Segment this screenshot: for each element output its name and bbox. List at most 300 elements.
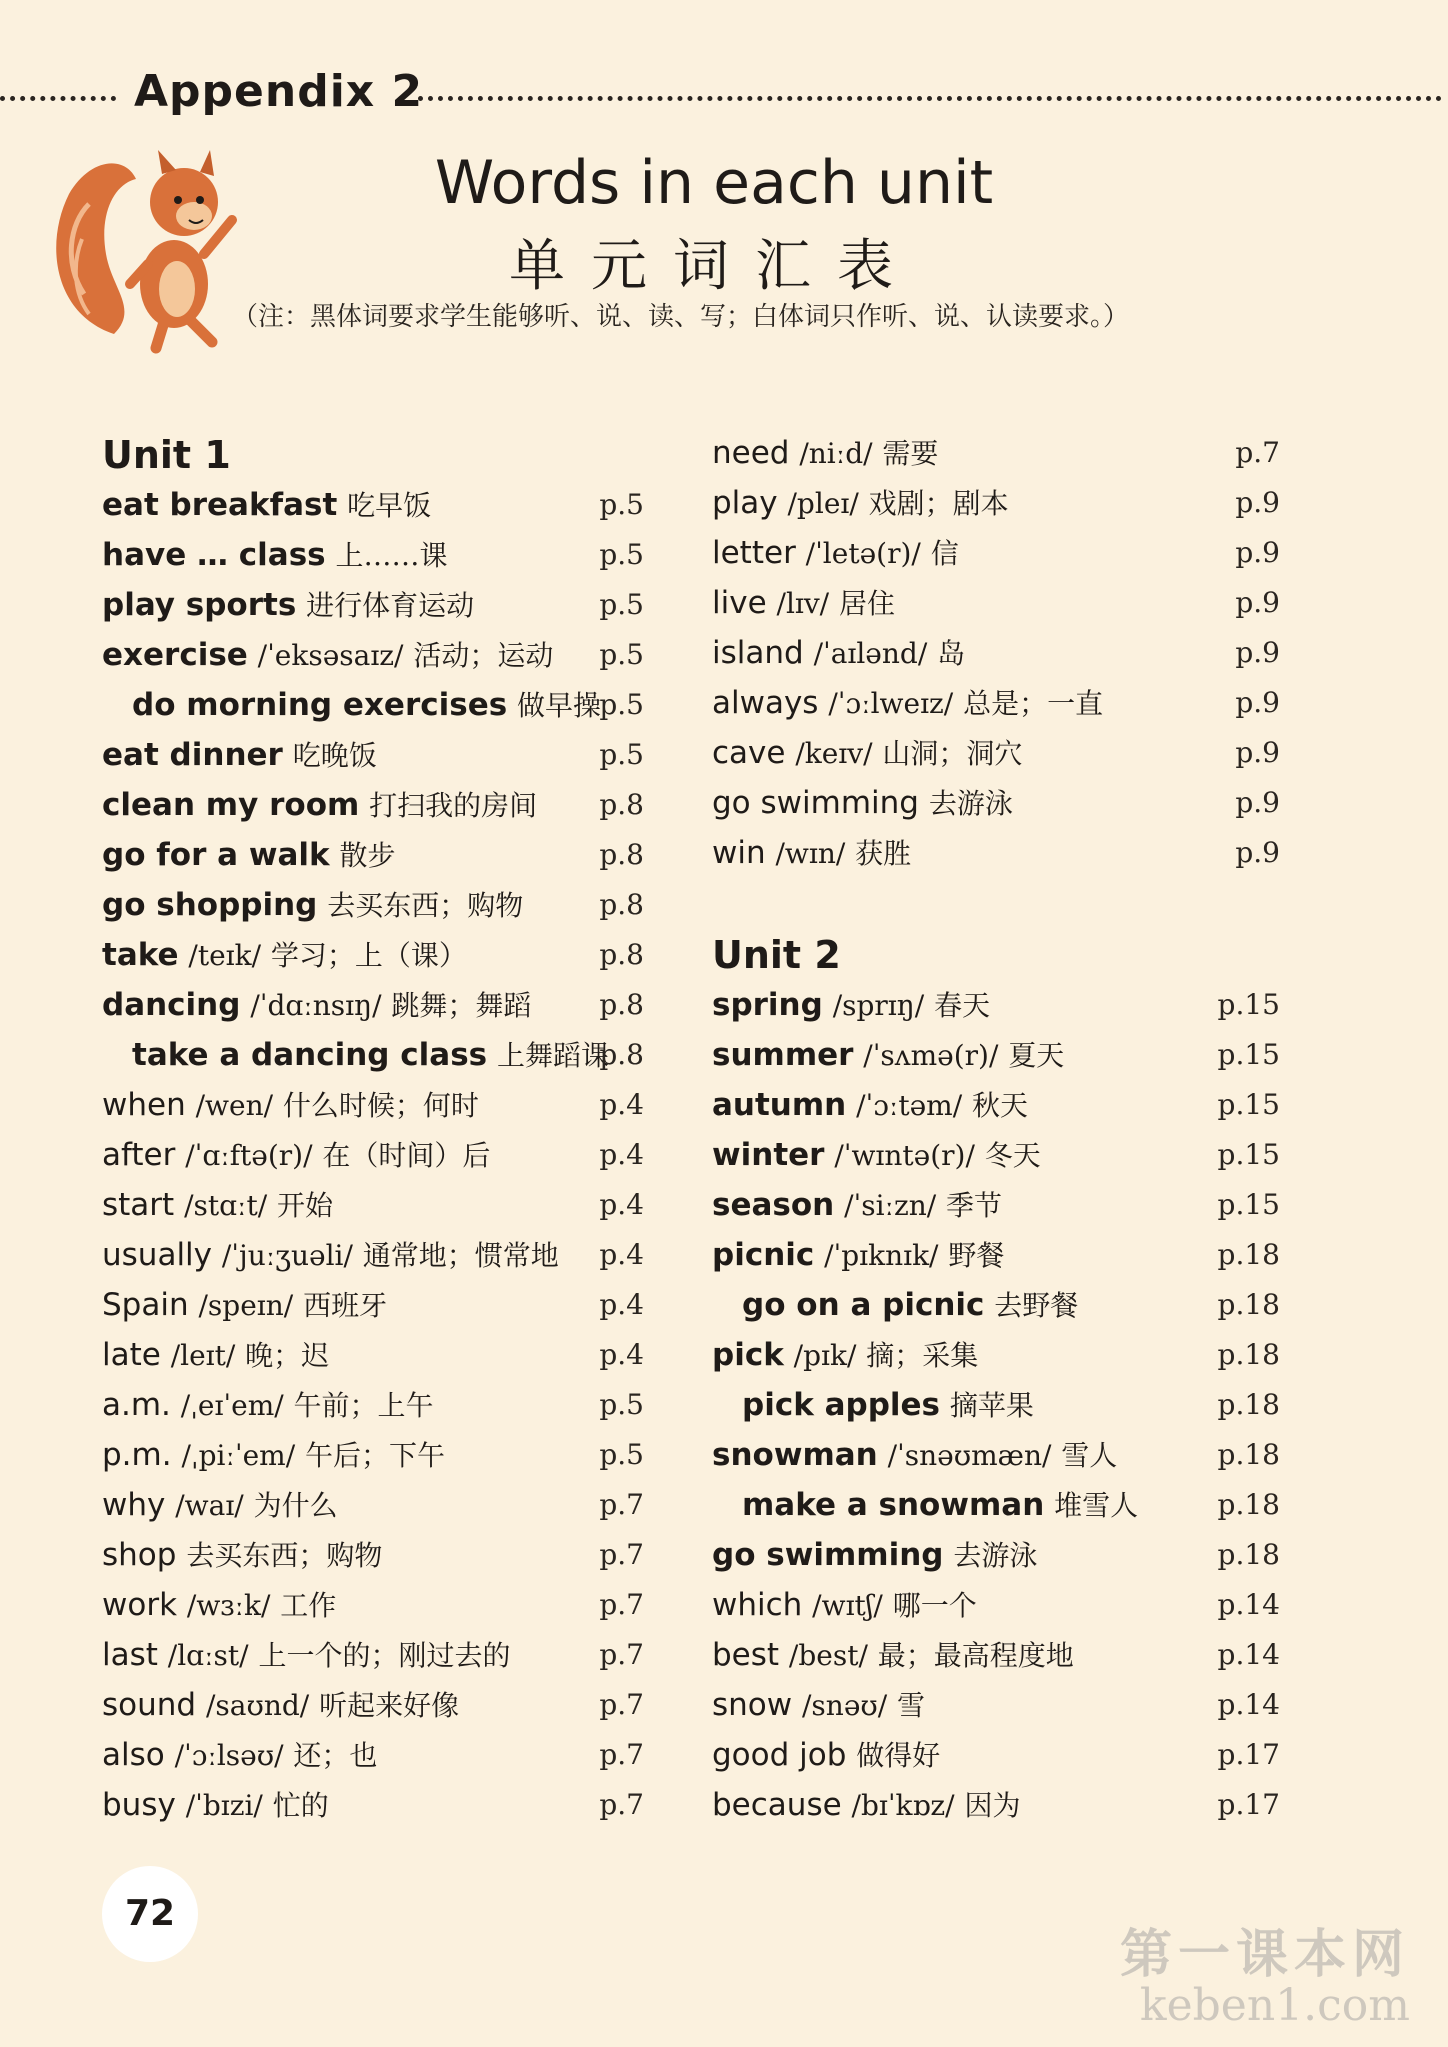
vocab-row [712,1530,1280,1580]
vocab-entry [102,880,523,931]
vocab-row [712,980,1280,1030]
vocab-meaning: 开始 [277,1189,334,1222]
vocab-entry [712,1480,1138,1531]
vocab-phonetic: /speɪn/ [198,1289,294,1322]
page-number: 72 [102,1866,198,1962]
vocab-row [712,1680,1280,1730]
vocab-word: when [102,1087,186,1123]
vocab-entry [102,930,467,981]
vocab-meaning: 摘苹果 [949,1389,1034,1422]
vocab-page: p.5 [599,638,644,671]
vocab-word: always [712,685,819,721]
vocab-meaning: 活动；运动 [413,639,554,672]
vocab-page: p.7 [599,1788,644,1821]
vocab-phonetic: /wen/ [195,1089,274,1122]
vocab-entry [712,578,895,629]
vocab-phonetic: /ˈeksəsaɪz/ [257,639,404,672]
vocab-entry [712,1130,1041,1181]
vocab-phonetic: /ˈwɪntə(r)/ [834,1139,975,1172]
vocab-entry [102,780,537,831]
vocab-entry [712,1780,1021,1831]
vocab-page: p.18 [1217,1338,1280,1371]
vocab-entry [102,1630,510,1681]
vocab-word: also [102,1737,165,1773]
vocab-meaning: 堆雪人 [1054,1489,1139,1522]
header-dots-right [418,96,1442,101]
vocab-row [712,1580,1280,1630]
vocab-meaning: 获胜 [855,837,912,870]
vocab-entry [712,1280,1078,1331]
vocab-meaning: 雪人 [1061,1439,1118,1472]
vocab-meaning: 去野餐 [994,1289,1079,1322]
vocab-row [712,728,1280,778]
vocab-row [712,1130,1280,1180]
vocab-word: go swimming [712,1537,944,1573]
vocab-entry [712,1330,978,1381]
vocab-page: p.8 [599,888,644,921]
vocab-page: p.4 [599,1288,644,1321]
vocab-row [712,1280,1280,1330]
vocab-entry [102,530,448,581]
header-dots-left [0,96,116,101]
vocab-row [102,980,644,1030]
vocab-entry [102,1580,336,1631]
vocab-entry [712,528,959,579]
vocab-entry [102,1680,459,1731]
vocab-page: p.18 [1217,1538,1280,1571]
vocab-entry [712,980,990,1031]
vocab-meaning: 岛 [937,637,966,670]
vocab-phonetic: /keɪv/ [795,737,873,770]
vocab-meaning: 午前；上午 [293,1389,434,1422]
vocab-word: spring [712,987,823,1023]
vocab-entry [102,580,474,631]
vocab-row [102,730,644,780]
vocab-entry [712,1580,977,1631]
vocab-meaning: 山洞；洞穴 [882,737,1023,770]
vocab-entry [712,428,938,479]
vocab-meaning: 冬天 [984,1139,1041,1172]
vocab-phonetic: /ˈɔːlweɪz/ [828,687,954,720]
vocab-meaning: 上一个的；刚过去的 [258,1639,511,1672]
vocab-word: sound [102,1687,197,1723]
vocab-page: p.15 [1217,1138,1280,1171]
vocab-page: p.9 [1235,486,1280,519]
vocab-page: p.7 [599,1638,644,1671]
vocab-page: p.18 [1217,1388,1280,1421]
vocab-page: p.18 [1217,1438,1280,1471]
vocab-entry [712,1380,1034,1431]
vocab-page: p.15 [1217,1188,1280,1221]
vocab-row [712,828,1280,878]
vocab-entry [102,1730,377,1781]
vocab-page: p.4 [599,1138,644,1171]
vocab-meaning: 进行体育运动 [306,589,475,622]
vocab-row [712,1730,1280,1780]
vocab-meaning: 晚；迟 [245,1339,330,1372]
vocab-entry [712,1730,940,1781]
vocab-word: shop [102,1537,177,1573]
vocab-phonetic: /teɪk/ [188,939,262,972]
vocab-word: late [102,1337,161,1373]
vocab-phonetic: /wɪn/ [775,837,846,870]
right-column [712,428,1280,1830]
vocab-page: p.5 [599,588,644,621]
title-chinese: 单元词汇表 [509,234,919,299]
vocab-page: p.14 [1217,1588,1280,1621]
vocab-row [102,1430,644,1480]
vocab-phonetic: /ˌpiːˈem/ [181,1439,296,1472]
vocab-phonetic: /ˈsʌmə(r)/ [863,1039,999,1072]
vocab-word: why [102,1487,166,1523]
vocab-entry [712,628,965,679]
vocab-meaning: 散步 [339,839,396,872]
vocab-phonetic: /ˈɔːlsəʊ/ [174,1739,284,1772]
vocab-page: p.5 [599,538,644,571]
vocab-row [712,428,1280,478]
vocab-row [102,1530,644,1580]
vocab-page: p.5 [599,688,644,721]
vocab-meaning: 做得好 [856,1739,941,1772]
vocab-word: island [712,635,804,671]
vocab-word: eat breakfast [102,487,338,523]
vocab-word: summer [712,1037,854,1073]
vocab-page: p.7 [599,1538,644,1571]
vocab-word: because [712,1787,842,1823]
vocab-entry [712,1230,1004,1281]
vocab-meaning: 吃早饭 [347,489,432,522]
vocab-page: p.17 [1217,1788,1280,1821]
vocab-page: p.9 [1235,686,1280,719]
vocab-word: play [712,485,778,521]
vocab-page: p.9 [1235,836,1280,869]
appendix-label: Appendix 2 [134,66,424,117]
vocab-word: winter [712,1137,825,1173]
vocab-entry [712,1430,1117,1481]
watermark [1119,1924,1410,2031]
vocab-entry [102,830,396,881]
vocab-meaning: 最；最高程度地 [877,1639,1074,1672]
vocab-word: go for a walk [102,837,330,873]
vocab-meaning: 打扫我的房间 [369,789,538,822]
vocab-word: p.m. [102,1437,172,1473]
vocab-phonetic: /ˈbɪzi/ [185,1789,263,1822]
note-text: （注：黑体词要求学生能够听、说、读、写；白体词只作听、说、认读要求。） [232,302,1130,332]
vocab-page: p.9 [1235,786,1280,819]
vocab-phonetic: /niːd/ [799,437,873,470]
vocab-word: take [102,937,179,973]
vocab-row [712,678,1280,728]
vocab-row [102,780,644,830]
vocab-entry [712,1080,1028,1131]
vocab-phonetic: /ˈsiːzn/ [844,1189,937,1222]
vocab-row [102,1130,644,1180]
vocab-entry [102,1030,609,1081]
vocab-page: p.8 [599,1038,644,1071]
vocab-word: picnic [712,1237,815,1273]
vocab-word: win [712,835,766,871]
vocab-row [102,480,644,530]
vocab-phonetic: /pɪk/ [793,1339,857,1372]
vocab-row [102,930,644,980]
vocab-word: work [102,1587,178,1623]
vocab-row [712,1780,1280,1830]
vocab-word: snow [712,1687,793,1723]
vocab-row [712,1630,1280,1680]
vocab-phonetic: /stɑːt/ [184,1189,268,1222]
vocab-meaning: 去游泳 [928,787,1013,820]
column-gap [712,878,1280,928]
vocab-row [712,478,1280,528]
vocab-meaning: 上舞蹈课 [496,1039,609,1072]
left-column [102,428,644,1830]
vocab-word: letter [712,535,796,571]
vocab-entry [712,678,1103,729]
vocab-page: p.15 [1217,1038,1280,1071]
vocab-word: autumn [712,1087,847,1123]
vocab-row [102,880,644,930]
vocab-meaning: 秋天 [972,1089,1029,1122]
vocab-entry [102,1130,490,1181]
vocab-meaning: 吃晚饭 [292,739,377,772]
vocab-entry [102,480,431,531]
vocab-meaning: 需要 [882,437,939,470]
vocab-page: p.4 [599,1188,644,1221]
vocab-entry [712,1030,1064,1081]
unit-2-word-list [712,980,1280,1830]
right-word-list-top [712,428,1280,878]
vocab-meaning: 总是；一直 [963,687,1104,720]
vocab-phonetic: /saʊnd/ [205,1689,310,1722]
vocab-meaning: 去游泳 [953,1539,1038,1572]
vocab-row [102,1630,644,1680]
vocab-entry [102,1530,382,1581]
vocab-entry [102,1080,479,1131]
vocab-row [712,1180,1280,1230]
vocab-phonetic: /leɪt/ [170,1339,236,1372]
title-english: Words in each unit [434,148,994,218]
vocab-word: cave [712,735,786,771]
vocab-phonetic: /pleɪ/ [787,487,859,520]
vocab-row [102,1030,644,1080]
unit-1-heading: Unit 1 [102,433,231,477]
vocab-page: p.4 [599,1088,644,1121]
vocab-page: p.5 [599,738,644,771]
watermark-chinese: 第一课本网 [1119,1924,1410,1986]
vocab-row [102,630,644,680]
vocab-meaning: 还；也 [293,1739,378,1772]
vocab-entry [102,1180,333,1231]
vocab-page: p.9 [1235,636,1280,669]
vocab-word: clean my room [102,787,360,823]
vocab-meaning: 雪 [897,1689,926,1722]
vocab-row [712,1230,1280,1280]
vocab-entry [102,1330,329,1381]
vocab-phonetic: /ˈɔːtəm/ [856,1089,963,1122]
vocab-meaning: 什么时候；何时 [282,1089,479,1122]
vocab-word: after [102,1137,176,1173]
vocab-entry [102,730,377,781]
vocab-word: have … class [102,537,326,573]
vocab-meaning: 去买东西；购物 [327,889,524,922]
vocab-row [712,1380,1280,1430]
vocab-word: pick apples [742,1387,941,1423]
vocab-word: snowman [712,1437,878,1473]
vocab-word: season [712,1187,835,1223]
vocab-phonetic: /lɑːst/ [167,1639,249,1672]
vocab-row [712,528,1280,578]
vocab-word: pick [712,1337,784,1373]
vocab-row [102,1280,644,1330]
vocab-entry [712,1530,1037,1581]
vocab-meaning: 工作 [280,1589,337,1622]
vocab-page: p.8 [599,938,644,971]
vocab-page: p.18 [1217,1488,1280,1521]
vocab-row [102,1730,644,1780]
vocab-page: p.9 [1235,736,1280,769]
vocab-meaning: 戏剧；剧本 [868,487,1009,520]
vocab-word: make a snowman [742,1487,1045,1523]
vocab-word: which [712,1587,803,1623]
vocab-entry [102,1480,338,1531]
vocab-meaning: 为什么 [253,1489,338,1522]
vocab-page: p.4 [599,1238,644,1271]
left-word-list [102,480,644,1830]
vocab-page: p.7 [1235,436,1280,469]
vocab-meaning: 去买东西；购物 [186,1539,383,1572]
vocab-entry [712,478,1009,529]
vocab-meaning: 午后；下午 [305,1439,446,1472]
vocab-row [712,1480,1280,1530]
vocab-word: last [102,1637,158,1673]
vocab-row [712,778,1280,828]
vocab-row [712,1080,1280,1130]
vocab-row [102,1080,644,1130]
vocab-page: p.7 [599,1488,644,1521]
vocab-meaning: 哪一个 [892,1589,977,1622]
vocab-meaning: 通常地；惯常地 [362,1239,559,1272]
vocab-word: Spain [102,1287,189,1323]
vocab-page: p.5 [599,1388,644,1421]
vocab-phonetic: /wɪtʃ/ [812,1589,883,1622]
vocab-word: usually [102,1237,213,1273]
vocab-phonetic: /ˌeɪˈem/ [180,1389,284,1422]
vocab-word: good job [712,1737,847,1773]
vocab-word: need [712,435,790,471]
vocab-phonetic: /bɪˈkɒz/ [851,1789,955,1822]
vocab-entry [712,728,1022,779]
vocab-page: p.18 [1217,1238,1280,1271]
vocab-entry [712,1180,1002,1231]
vocab-phonetic: /waɪ/ [175,1489,244,1522]
vocab-page: p.8 [599,788,644,821]
vocab-page: p.8 [599,988,644,1021]
vocab-row [102,1680,644,1730]
vocab-meaning: 夏天 [1008,1039,1065,1072]
vocab-word: dancing [102,987,241,1023]
vocab-meaning: 听起来好像 [319,1689,460,1722]
vocab-entry [102,680,601,731]
vocab-word: eat dinner [102,737,283,773]
vocab-word: play sports [102,587,297,623]
vocab-entry [102,1230,559,1281]
vocab-phonetic: /ˈpɪknɪk/ [824,1239,939,1272]
vocab-page: p.8 [599,838,644,871]
vocab-phonetic: /lɪv/ [776,587,830,620]
vocab-meaning: 跳舞；舞蹈 [391,989,532,1022]
vocab-phonetic: /ˈɑːftə(r)/ [185,1139,313,1172]
vocab-word: do morning exercises [132,687,508,723]
vocab-meaning: 季节 [946,1189,1003,1222]
vocab-word: a.m. [102,1387,171,1423]
vocab-row [102,580,644,630]
vocab-entry [712,1630,1074,1681]
vocab-row [102,1230,644,1280]
vocab-phonetic: /ˈletə(r)/ [805,537,921,570]
vocab-phonetic: /wɜːk/ [186,1589,271,1622]
vocab-meaning: 居住 [838,587,895,620]
vocab-meaning: 因为 [964,1789,1021,1822]
vocab-row [712,1330,1280,1380]
vocab-phonetic: /sprɪŋ/ [832,989,925,1022]
vocab-page: p.7 [599,1738,644,1771]
vocab-entry [102,1780,329,1831]
vocab-row [712,1030,1280,1080]
vocab-meaning: 忙的 [272,1789,329,1822]
vocab-entry [102,1280,387,1331]
vocab-phonetic: /ˈsnəʊmæn/ [887,1439,1052,1472]
vocab-row [102,1180,644,1230]
vocab-row [102,1380,644,1430]
vocab-meaning: 信 [930,537,959,570]
vocab-entry [102,1380,434,1431]
vocab-phonetic: /ˈaɪlənd/ [813,637,928,670]
vocab-word: live [712,585,767,621]
vocab-page: p.7 [599,1588,644,1621]
vocab-phonetic: /best/ [788,1639,868,1672]
vocab-page: p.9 [1235,536,1280,569]
vocab-phonetic: /ˈdɑːnsɪŋ/ [250,989,382,1022]
vocab-word: busy [102,1787,176,1823]
vocab-word: go on a picnic [742,1287,985,1323]
vocab-row [102,830,644,880]
vocab-page: p.15 [1217,1088,1280,1121]
vocab-word: start [102,1187,175,1223]
vocab-page: p.14 [1217,1688,1280,1721]
vocab-word: take a dancing class [132,1037,488,1073]
vocab-word: go swimming [712,785,919,821]
vocab-entry [712,1680,925,1731]
vocab-row [102,1780,644,1830]
vocab-page: p.4 [599,1338,644,1371]
vocab-page: p.14 [1217,1638,1280,1671]
vocab-meaning: 春天 [934,989,991,1022]
vocab-meaning: 西班牙 [303,1289,388,1322]
unit-2-heading: Unit 2 [712,933,841,977]
vocab-page: p.18 [1217,1288,1280,1321]
vocab-row [712,628,1280,678]
vocab-row [712,1430,1280,1480]
vocab-meaning: 野餐 [948,1239,1005,1272]
vocab-page: p.15 [1217,988,1280,1021]
vocab-meaning: 上……课 [335,539,448,572]
vocab-page: p.5 [599,1438,644,1471]
vocab-phonetic: /ˈjuːʒuəli/ [221,1239,353,1272]
vocab-page: p.7 [599,1688,644,1721]
vocab-meaning: 摘；采集 [866,1339,979,1372]
vocab-entry [102,630,553,681]
vocab-entry [102,1430,445,1481]
